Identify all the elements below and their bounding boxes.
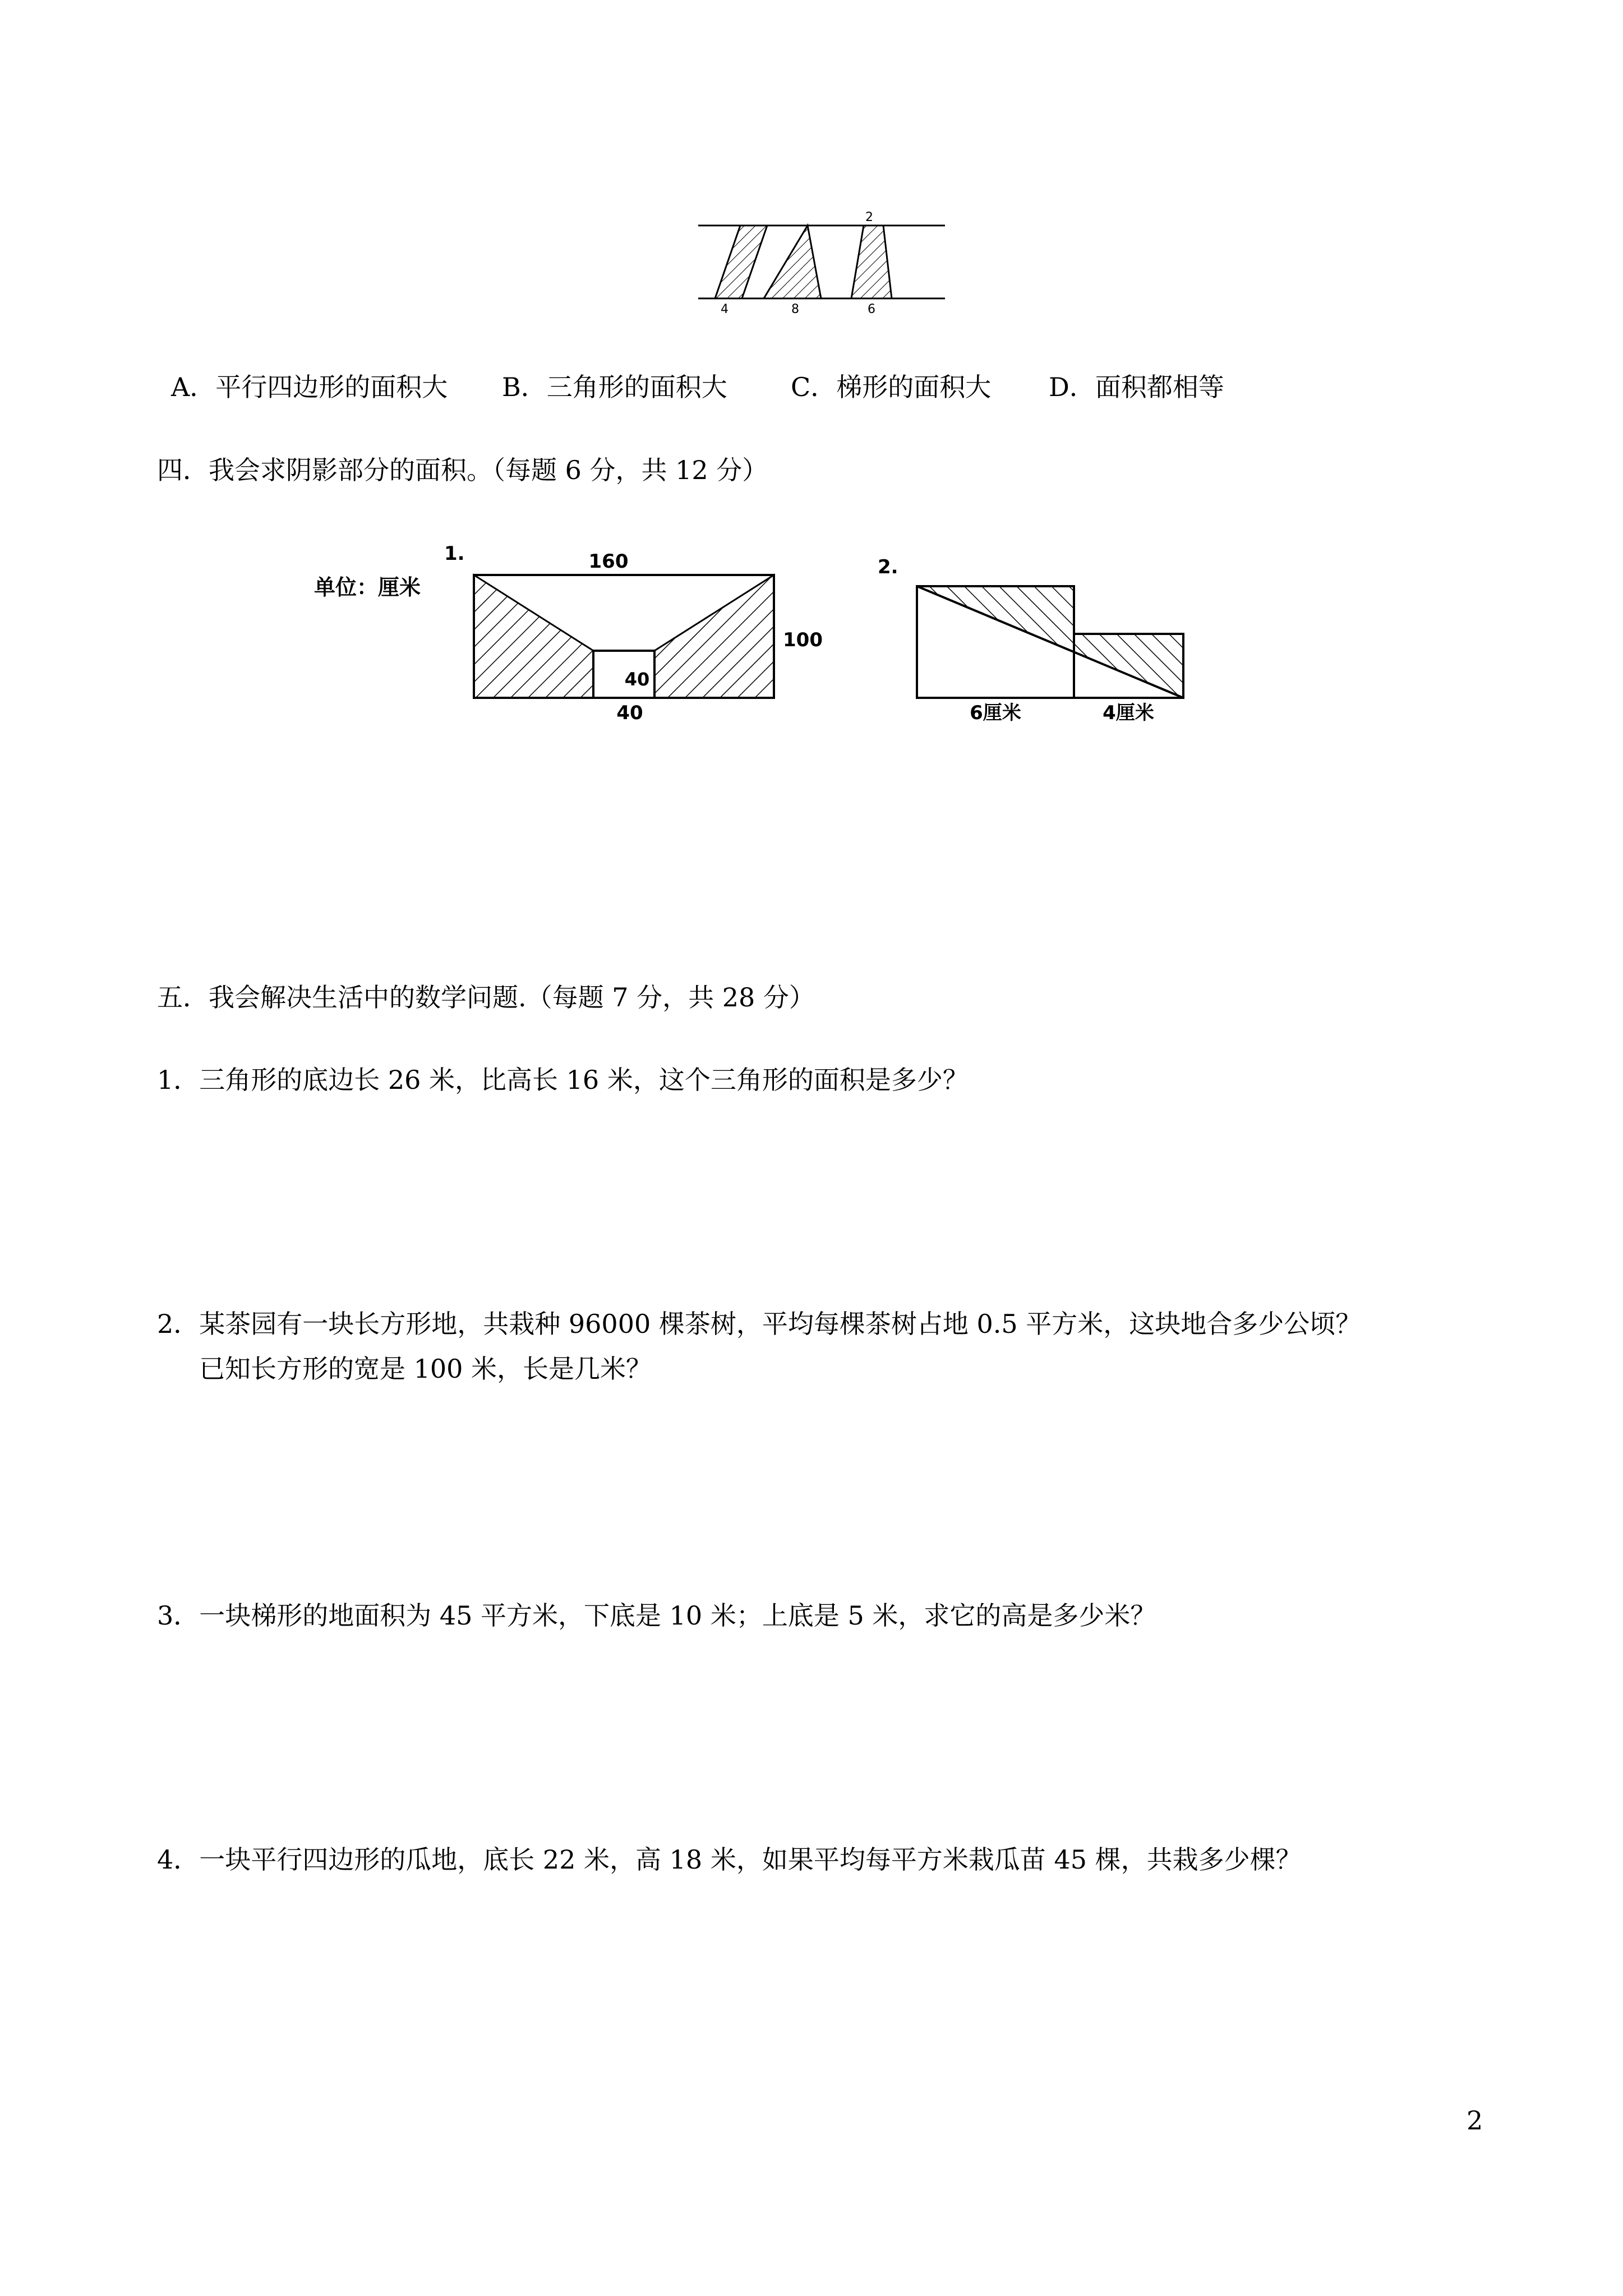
shaded-figure-2 bbox=[864, 539, 1200, 729]
page-number: 2 bbox=[1467, 2105, 1483, 2136]
trapezoid-shape bbox=[851, 226, 892, 298]
label-bottom-3: 6 bbox=[868, 302, 875, 316]
figure1-inner-square-label: 40 bbox=[624, 669, 650, 690]
question-3: 3．一块梯形的地面积为 45 平方米，下底是 10 米；上底是 5 米，求它的高是多少米？ bbox=[157, 1600, 1156, 1631]
figure2-left-width: 6厘米 bbox=[970, 702, 1021, 724]
figure2-right-width: 4厘米 bbox=[1103, 702, 1154, 724]
label-bottom-2: 8 bbox=[791, 302, 799, 316]
section5-heading: 五．我会解决生活中的数学问题.（每题 7 分，共 28 分） bbox=[157, 982, 815, 1013]
question-1: 1．三角形的底边长 26 米，比高长 16 米，这个三角形的面积是多少？ bbox=[157, 1065, 969, 1095]
figure1-unit: 单位：厘米 bbox=[314, 575, 421, 600]
parallelogram-shape bbox=[715, 226, 767, 298]
figure1-height: 100 bbox=[783, 629, 823, 651]
question-2-line-1: 2．某茶园有一块长方形地，共栽种 96000 棵茶树，平均每棵茶树占地 0.5 平方米，这块地合多少公顷？ bbox=[157, 1309, 1362, 1339]
choice-a: A．平行四边形的面积大 bbox=[171, 372, 448, 402]
right-shaded-region bbox=[654, 575, 774, 698]
figure1-number: 1. bbox=[444, 542, 465, 565]
shaded-triangle-lower bbox=[1074, 634, 1183, 698]
left-shaded-region bbox=[474, 575, 593, 698]
question-4: 4．一块平行四边形的瓜地，底长 22 米，高 18 米，如果平均每平方米栽瓜苗 45 棵，共栽多少棵？ bbox=[157, 1844, 1302, 1875]
shapes-comparison-figure bbox=[695, 208, 948, 320]
label-top: 2 bbox=[865, 210, 873, 224]
figure2-number: 2. bbox=[878, 556, 898, 578]
triangle-shape bbox=[764, 226, 821, 298]
shaded-figure-1 bbox=[303, 539, 864, 729]
section4-heading: 四．我会求阴影部分的面积。（每题 6 分，共 12 分） bbox=[157, 455, 768, 485]
figure1-bottom-width: 40 bbox=[616, 702, 643, 724]
choice-d: D．面积都相等 bbox=[1049, 372, 1224, 402]
label-bottom-1: 4 bbox=[721, 302, 728, 316]
question-2-line-2: 已知长方形的宽是 100 米，长是几米？ bbox=[199, 1354, 652, 1384]
choice-c: C．梯形的面积大 bbox=[791, 372, 992, 402]
figure1-top-width: 160 bbox=[588, 550, 629, 573]
choice-b: B．三角形的面积大 bbox=[502, 372, 727, 402]
